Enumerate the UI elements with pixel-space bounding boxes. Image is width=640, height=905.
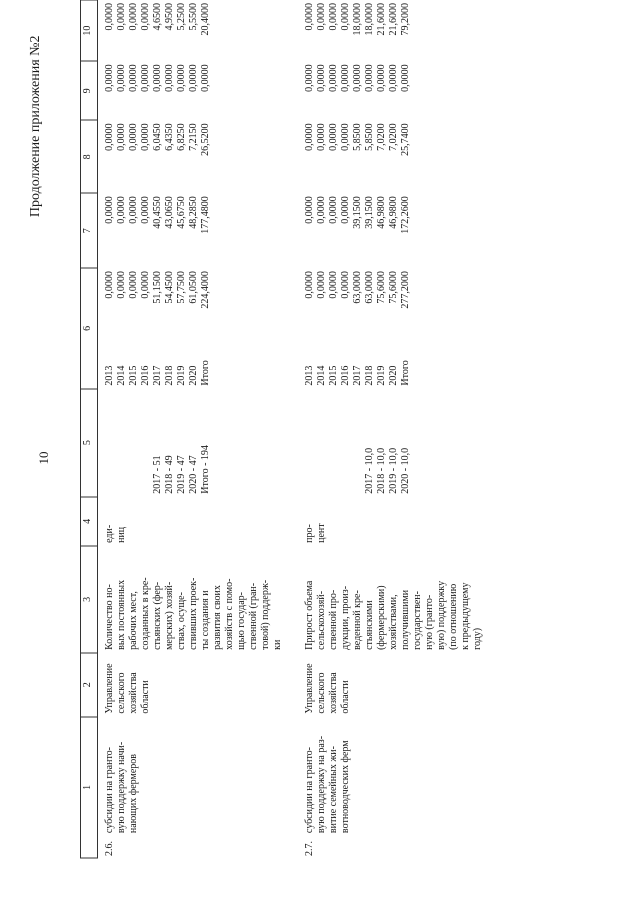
- funding-col-10-line: 21,6000: [376, 3, 387, 36]
- funding-total-line: 54,4500: [164, 271, 175, 304]
- indicator-line: стьянскими: [364, 600, 375, 650]
- page-number: 10: [36, 451, 51, 465]
- indicator-line: дукции, произ-: [340, 585, 351, 650]
- funding-col-7-line: 48,2850: [188, 196, 199, 229]
- indicator-line: вых постоянных: [116, 579, 127, 650]
- executor-line: сельского: [116, 672, 127, 714]
- row-number: 2.7.: [304, 841, 315, 856]
- funding-col-9-line: 0,0000: [304, 64, 315, 92]
- funding-col-7-line: 177,4800: [200, 196, 211, 234]
- indicator-line: мерских) хозяй-: [164, 581, 175, 650]
- target-values-line: 2017 - 10,0: [364, 447, 375, 494]
- funding-col-9-line: 0,0000: [200, 64, 211, 92]
- funding-col-8-line: 0,0000: [140, 123, 151, 151]
- funding-col-9-line: 0,0000: [316, 64, 327, 92]
- funding-col-7-line: 0,0000: [104, 196, 115, 224]
- funding-col-7-line: 46,9800: [388, 196, 399, 229]
- funding-col-10-line: 21,6000: [388, 3, 399, 36]
- funding-col-10-line: 0,0000: [304, 3, 315, 31]
- indicator: [298, 546, 498, 653]
- indicator-line: к предыдущему: [460, 582, 471, 650]
- measure-name-line: вую поддержку начи-: [116, 741, 127, 834]
- years-line: Итого: [400, 360, 411, 386]
- indicator-line: сельскохозяй-: [316, 590, 327, 650]
- funding-total-line: 0,0000: [116, 271, 127, 299]
- indicator-line: вую) поддержку: [436, 580, 447, 650]
- funding-col-8-line: 5,8500: [364, 123, 375, 151]
- funding-total-line: 61,0500: [188, 271, 199, 304]
- funding-col-8-line: 7,2150: [188, 123, 199, 151]
- indicator-line: развития своих: [212, 585, 223, 650]
- funding-total-line: 224,4000: [200, 271, 211, 309]
- funding-col-9-line: 0,0000: [352, 64, 363, 92]
- indicator-line: ты создания и: [200, 590, 211, 650]
- years-line: 2018: [164, 365, 175, 386]
- years-line: 2018: [364, 365, 375, 386]
- funding-col-7-line: 0,0000: [128, 196, 139, 224]
- executor-line: области: [340, 680, 351, 714]
- measure-name-line: нающих фермеров: [128, 754, 139, 834]
- funding-col-9-line: 0,0000: [388, 64, 399, 92]
- target-values: [98, 389, 299, 497]
- funding-col-8-line: 6,4350: [164, 123, 175, 151]
- funding-total-line: 75,6000: [376, 271, 387, 304]
- years-line: 2015: [128, 365, 139, 386]
- indicator-line: Прирост объема: [304, 580, 315, 650]
- funding-col-7-line: 46,9800: [376, 196, 387, 229]
- funding-total-line: 51,1500: [152, 271, 163, 304]
- indicator-line: щью государ-: [236, 592, 247, 650]
- indicator-line: стьянских (фер-: [152, 581, 163, 650]
- indicator-line: году): [472, 627, 483, 650]
- header-cell: 9: [81, 61, 98, 120]
- years-line: 2016: [140, 365, 151, 386]
- funding-col-10-line: 20,4000: [200, 3, 211, 36]
- executor-line: Управление: [104, 663, 115, 714]
- funding-col-8-line: 6,0450: [152, 123, 163, 151]
- funding-col-8-line: 0,0000: [116, 123, 127, 151]
- target-values: [298, 389, 498, 497]
- funding-col-7: [298, 193, 498, 268]
- unit: [298, 497, 498, 546]
- header-cell: 4: [81, 497, 98, 546]
- funding-total-line: 0,0000: [316, 271, 327, 299]
- target-values-line: Итого - 194: [200, 445, 211, 494]
- funding-total: [98, 268, 299, 345]
- years-line: 2014: [316, 365, 327, 386]
- funding-total-line: 0,0000: [128, 271, 139, 299]
- measure-name-line: витие семейных жи-: [328, 746, 339, 834]
- indicator-line: (по отношению: [448, 583, 459, 650]
- funding-total-line: 63,0000: [352, 271, 363, 304]
- executor: [98, 653, 299, 717]
- target-values-line: 2019 - 10,0: [388, 447, 399, 494]
- funding-col-7-line: 45,6750: [176, 196, 187, 229]
- years-line: 2014: [116, 365, 127, 386]
- unit: [98, 497, 299, 546]
- indicator-line: ки: [272, 639, 283, 650]
- funding-col-8-line: 7,0200: [376, 123, 387, 151]
- funding-col-10-line: 0,0000: [340, 3, 351, 31]
- indicator: [98, 546, 299, 653]
- header-cell: 1: [81, 717, 98, 858]
- funding-col-10-line: 0,0000: [140, 3, 151, 31]
- years: [98, 345, 299, 389]
- executor: [298, 653, 498, 717]
- funding-col-8-line: 0,0000: [128, 123, 139, 151]
- funding-col-9-line: 0,0000: [328, 64, 339, 92]
- funding-col-10-line: 0,0000: [116, 3, 127, 31]
- unit-line: цент: [316, 523, 327, 543]
- years-line: 2015: [328, 365, 339, 386]
- target-values-line: 2018 - 10,0: [376, 447, 387, 494]
- funding-col-10-line: 79,2000: [400, 3, 411, 36]
- program-table: [80, 0, 498, 859]
- funding-col-7-line: 0,0000: [116, 196, 127, 224]
- indicator-line: ствах, осуще-: [176, 592, 187, 650]
- measure-name: [298, 717, 498, 836]
- target-values-line: 2019 - 47: [176, 455, 187, 494]
- funding-col-9-line: 0,0000: [376, 64, 387, 92]
- funding-col-7-line: 0,0000: [340, 196, 351, 224]
- funding-col-7-line: 0,0000: [316, 196, 327, 224]
- funding-col-8-line: 0,0000: [340, 123, 351, 151]
- funding-col-10-line: 0,0000: [328, 3, 339, 31]
- years-line: 2020: [388, 365, 399, 386]
- funding-total-line: 75,6000: [388, 271, 399, 304]
- years-line: 2016: [340, 365, 351, 386]
- annex-title: Продолжение приложения №2: [28, 35, 43, 218]
- executor-line: области: [140, 680, 151, 714]
- funding-col-7: [98, 193, 299, 268]
- funding-total-line: 57,7500: [176, 271, 187, 304]
- indicator-line: Количество но-: [104, 584, 115, 650]
- table-row: [298, 0, 498, 858]
- executor-line: сельского: [316, 672, 327, 714]
- funding-col-8-line: 5,8500: [352, 123, 363, 151]
- funding-col-8-line: 0,0000: [104, 123, 115, 151]
- funding-col-7-line: 0,0000: [328, 196, 339, 224]
- funding-col-9-line: 0,0000: [152, 64, 163, 92]
- header-cell: 6: [81, 268, 98, 388]
- funding-col-9-line: 0,0000: [128, 64, 139, 92]
- header-cell: 10: [81, 0, 98, 61]
- funding-col-8-line: 0,0000: [328, 123, 339, 151]
- funding-col-8-line: 0,0000: [304, 123, 315, 151]
- funding-col-10-line: 0,0000: [128, 3, 139, 31]
- years-line: 2019: [376, 365, 387, 386]
- executor-line: хозяйства: [128, 672, 139, 714]
- funding-col-8-line: 0,0000: [316, 123, 327, 151]
- funding-col-8: [98, 120, 299, 193]
- indicator-line: хозяйств с помо-: [224, 578, 235, 650]
- funding-col-8: [298, 120, 498, 193]
- executor-line: Управление: [304, 663, 315, 714]
- executor-line: хозяйства: [328, 672, 339, 714]
- unit-line: еди-: [104, 524, 115, 543]
- indicator-line: хозяйствами,: [388, 594, 399, 650]
- years-line: 2013: [304, 365, 315, 386]
- funding-total-line: 63,0000: [364, 271, 375, 304]
- indicator-line: государствен-: [412, 591, 423, 650]
- funding-col-9: [98, 61, 299, 120]
- funding-col-9-line: 0,0000: [176, 64, 187, 92]
- measure-name-line: вую поддержку на раз-: [316, 735, 327, 834]
- funding-col-10-line: 5,2500: [176, 3, 187, 31]
- funding-col-7-line: 39,1500: [352, 196, 363, 229]
- funding-col-10-line: 4,9500: [164, 3, 175, 31]
- table-body: [98, 0, 499, 858]
- funding-col-9-line: 0,0000: [116, 64, 127, 92]
- header-cell: 2: [81, 653, 98, 717]
- funding-col-7-line: 172,2600: [400, 196, 411, 234]
- funding-col-10: [98, 0, 299, 61]
- funding-col-9-line: 0,0000: [104, 64, 115, 92]
- funding-col-9-line: 0,0000: [340, 64, 351, 92]
- funding-total-line: 0,0000: [304, 271, 315, 299]
- funding-col-10: [298, 0, 498, 61]
- funding-col-7-line: 39,1500: [364, 196, 375, 229]
- indicator-line: рабочих мест,: [128, 591, 139, 650]
- funding-col-9-line: 0,0000: [364, 64, 375, 92]
- years-line: 2013: [104, 365, 115, 386]
- funding-col-10-line: 0,0000: [316, 3, 327, 31]
- years-line: 2017: [352, 365, 363, 386]
- years-line: Итого: [200, 360, 211, 386]
- header-cell: 7: [81, 193, 98, 268]
- indicator-line: (фермерскими): [376, 585, 387, 650]
- funding-total-line: 277,2000: [400, 271, 411, 309]
- funding-col-9-line: 0,0000: [164, 64, 175, 92]
- target-values-line: 2018 - 49: [164, 455, 175, 494]
- funding-col-8-line: 26,5200: [200, 123, 211, 156]
- funding-col-7-line: 43,0650: [164, 196, 175, 229]
- unit-line: ниц: [116, 526, 127, 543]
- target-values-line: 2017 - 51: [152, 455, 163, 494]
- years-line: 2019: [176, 365, 187, 386]
- funding-col-9: [298, 61, 498, 120]
- funding-col-8-line: 6,8250: [176, 123, 187, 151]
- row-number: 2.6.: [104, 841, 115, 856]
- indicator-line: созданных в кре-: [140, 577, 151, 650]
- measure-name-line: субсидии на гранто-: [304, 746, 315, 834]
- funding-total: [298, 268, 498, 345]
- measure-name-line: вотноводческих ферм: [340, 740, 351, 834]
- indicator-line: ственной (гран-: [248, 582, 259, 650]
- funding-col-9-line: 0,0000: [140, 64, 151, 92]
- funding-col-9-line: 0,0000: [400, 64, 411, 92]
- funding-total-line: 0,0000: [104, 271, 115, 299]
- funding-col-8-line: 7,0200: [388, 123, 399, 151]
- target-values-line: 2020 - 47: [188, 455, 199, 494]
- funding-col-10-line: 0,0000: [104, 3, 115, 31]
- funding-col-7-line: 0,0000: [304, 196, 315, 224]
- table-row: [98, 0, 299, 858]
- funding-total-line: 0,0000: [140, 271, 151, 299]
- funding-col-7-line: 40,4550: [152, 196, 163, 229]
- years-line: 2020: [188, 365, 199, 386]
- indicator-line: ствивших проек-: [188, 577, 199, 650]
- funding-total-line: 0,0000: [328, 271, 339, 299]
- header-cell: 5: [81, 389, 98, 497]
- funding-col-10-line: 18,0000: [352, 3, 363, 36]
- funding-col-8-line: 25,7400: [400, 123, 411, 156]
- years: [298, 345, 498, 389]
- funding-col-10-line: 4,6500: [152, 3, 163, 31]
- funding-col-9-line: 0,0000: [188, 64, 199, 92]
- measure-name-line: субсидии на гранто-: [104, 746, 115, 834]
- funding-total-line: 0,0000: [340, 271, 351, 299]
- years-line: 2017: [152, 365, 163, 386]
- indicator-line: получившими: [400, 589, 411, 650]
- header-cell: 8: [81, 120, 98, 193]
- indicator-line: ственной про-: [328, 589, 339, 650]
- header-cell: 3: [81, 546, 98, 653]
- indicator-line: ную (гранто-: [424, 594, 435, 650]
- indicator-line: товой) поддерж-: [260, 579, 271, 650]
- funding-col-7-line: 0,0000: [140, 196, 151, 224]
- funding-col-10-line: 18,0000: [364, 3, 375, 36]
- target-values-line: 2020 - 10,0: [400, 447, 411, 494]
- unit-line: про-: [304, 524, 315, 543]
- funding-col-10-line: 5,5500: [188, 3, 199, 31]
- indicator-line: веденной кре-: [352, 590, 363, 650]
- measure-name: [98, 717, 299, 836]
- column-number-row: [81, 0, 98, 858]
